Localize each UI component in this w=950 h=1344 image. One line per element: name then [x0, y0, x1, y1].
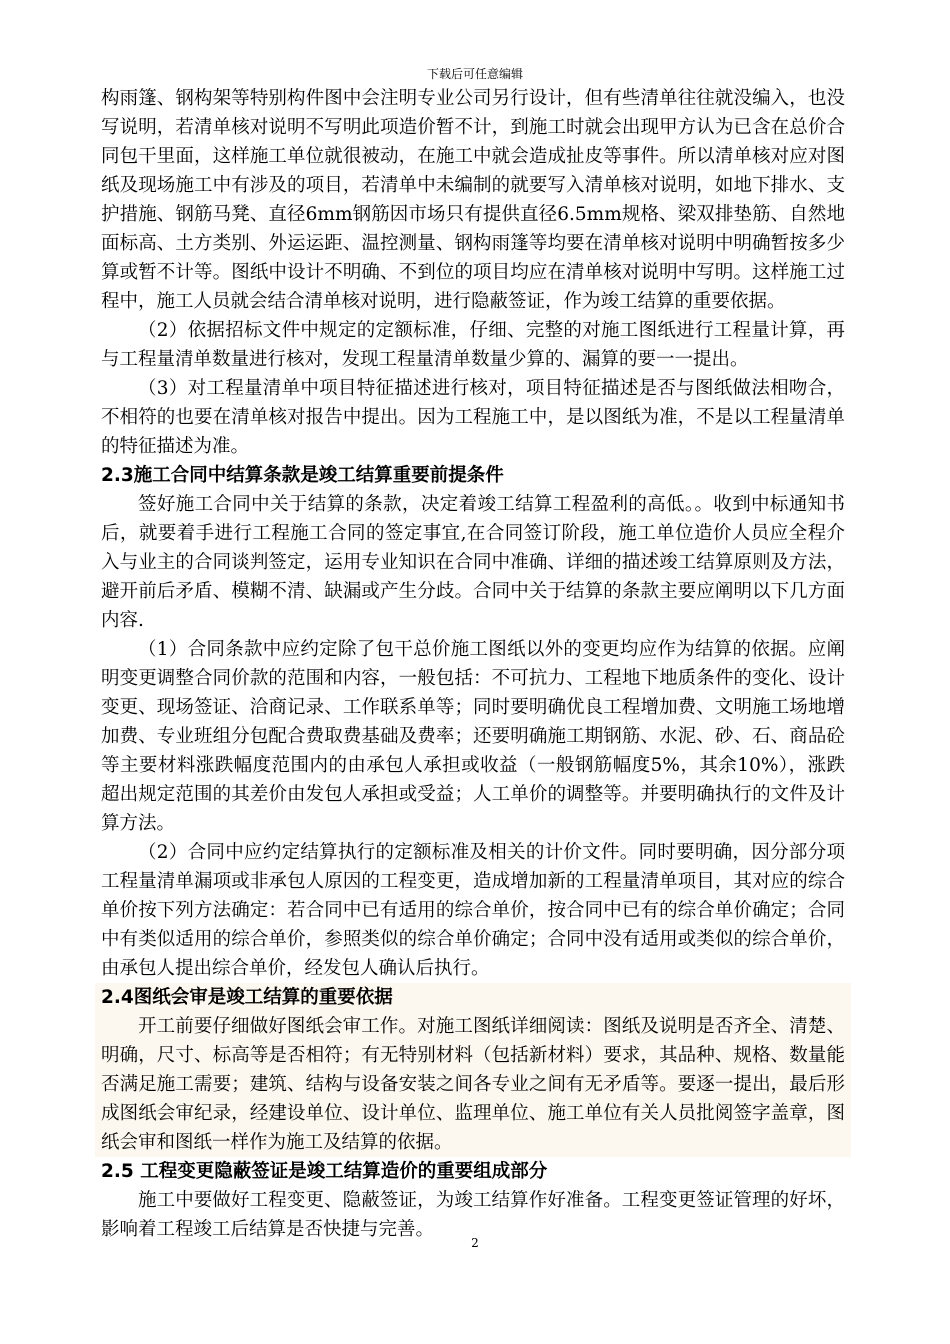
paragraph: （1）合同条款中应约定除了包干总价施工图纸以外的变更均应作为结算的依据。应阐明变更调整合同价款的范围和内容，一般包括：不可抗力、工程地下地质条件的变化、设计变更、现场签证、洽商记录、工作联系单等；同时要明确优良工程增加费、文明施工场地增加费、专业班组分包配合费取费基础及费率；还要明确施工期钢筋、水泥、砂、石、商品砼等主要材料涨跌幅度范围内的由承包人承担或收益（一般钢筋幅度5%，其余10%），涨跌超出规定范围的其差价由发包人承担或受益；人工单价的调整等。并要明确执行的文件及计算方法。 [101, 639, 845, 834]
page-number: 2 [471, 1236, 479, 1250]
paragraph: 开工前要仔细做好图纸会审工作。对施工图纸详细阅读：图纸及说明是否齐全、清楚、明确，尺寸、标高等是否相符；有无特别材料（包括新材料）要求，其品种、规格、数量能否满足施工需要；建筑、结构与设备安装之间各专业之间有无矛盾等。要逐一提出，最后形成图纸会审纪录，经建设单位、设计单位、监理单位、施工单位有关人员批阅签字盖章，图纸会审和图纸一样作为施工及结算的依据。 [101, 1016, 845, 1153]
page-header: 下载后可任意编辑 [426, 67, 523, 81]
document-body [101, 84, 845, 1244]
shaded-section [95, 983, 851, 1157]
paragraph: 施工中要做好工程变更、隐蔽签证，为竣工结算作好准备。工程变更签证管理的好坏，影响着工程竣工后结算是否快捷与完善。 [101, 1190, 845, 1240]
paragraph: （2）依据招标文件中规定的定额标准，仔细、完整的对施工图纸进行工程量计算，再与工程量清单数量进行核对，发现工程量清单数量少算的、漏算的要一一提出。 [101, 320, 845, 370]
section-heading-2-3: 2.3施工合同中结算条款是竣工结算重要前提条件 [101, 465, 504, 486]
paragraph: 签好施工合同中关于结算的条款，决定着竣工结算工程盈利的高低。。收到中标通知书后，就要着手进行工程施工合同的签定事宜,在合同签订阶段，施工单位造价人员应全程介入与业主的合同谈判签定，运用专业知识在合同中准确、详细的描述竣工结算原则及方法，避开前后矛盾、模糊不清、缺漏或产生分歧。合同中关于结算的条款主要应阐明以下几方面内容. [101, 494, 845, 631]
section-heading-2-5: 2.5 工程变更隐蔽签证是竣工结算造价的重要组成部分 [101, 1161, 548, 1182]
section-heading-2-4: 2.4图纸会审是竣工结算的重要依据 [101, 987, 393, 1008]
paragraph: （2）合同中应约定结算执行的定额标准及相关的计价文件。同时要明确，因分部分项工程量清单漏项或非承包人原因的工程变更，造成增加新的工程量清单项目，其对应的综合单价按下列方法确定：若合同中已有适用的综合单价，按合同中已有的综合单价确定；合同中有类似适用的综合单价，参照类似的综合单价确定；合同中没有适用或类似的综合单价，由承包人提出综合单价，经发包人确认后执行。 [101, 842, 845, 979]
paragraph: 构雨篷、钢构架等特别构件图中会注明专业公司另行设计，但有些清单往往就没编入，也没写说明，若清单核对说明不写明此项造价暂不计，到施工时就会出现甲方认为已含在总价合同包干里面，这样施工单位就很被动，在施工中就会造成扯皮等事件。所以清单核对应对图纸及现场施工中有涉及的项目，若清单中未编制的就要写入清单核对说明，如地下排水、支护措施、钢筋马凳、直径6mm钢筋因市场只有提供直径6.5mm规格、梁双排垫筋、自然地面标高、土方类别、外运运距、温控测量、钢构雨篷等均要在清单核对说明中明确暂按多少算或暂不计等。图纸中设计不明确、不到位的项目均应在清单核对说明中写明。这样施工过程中，施工人员就会结合清单核对说明，进行隐蔽签证，作为竣工结算的重要依据。 [101, 88, 845, 312]
paragraph: （3）对工程量清单中项目特征描述进行核对，项目特征描述是否与图纸做法相吻合，不相符的也要在清单核对报告中提出。因为工程施工中，是以图纸为准，不是以工程量清单的特征描述为准。 [101, 378, 845, 457]
